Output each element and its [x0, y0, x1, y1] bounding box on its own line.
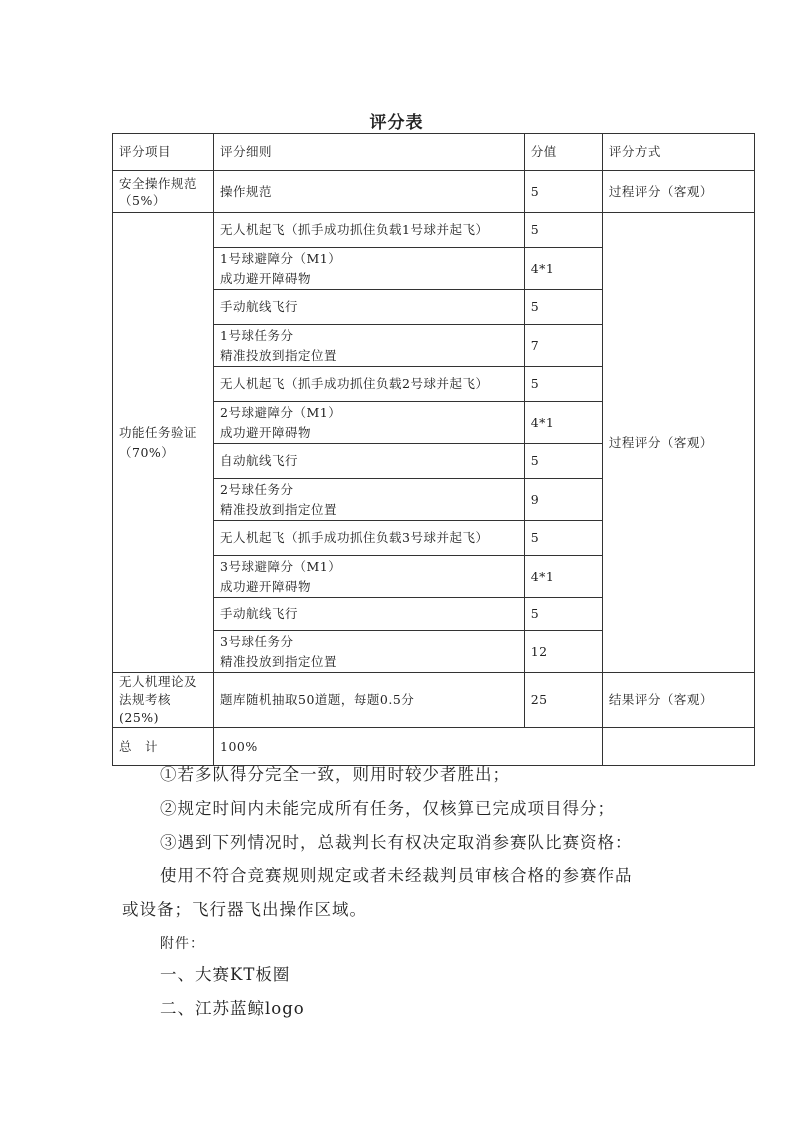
detail-text: 自动航线飞行 [220, 453, 299, 468]
detail-text: 无人机起飞（抓手成功抓住负载3号球并起飞） [220, 530, 489, 545]
table-row [113, 673, 755, 728]
header-detail: 评分细则 [214, 134, 525, 171]
table-total-row [113, 728, 755, 766]
theory-score: 25 [524, 673, 602, 728]
detail-text: 1号球避障分（M1） [220, 250, 342, 266]
function-detail-8 [214, 479, 525, 521]
function-detail-12 [214, 631, 525, 673]
theory-item-line1: 无人机理论及 [119, 674, 198, 689]
detail-subtext: 精准投放到指定位置 [220, 347, 338, 363]
detail-text: 手动航线飞行 [220, 299, 299, 314]
theory-detail: 题库随机抽取50道题，每题0.5分 [214, 673, 525, 728]
safety-item-line2: （5%） [119, 192, 166, 208]
function-score-12: 12 [524, 631, 602, 673]
safety-item [113, 171, 214, 213]
function-detail-3 [214, 290, 525, 325]
function-method: 过程评分（客观） [602, 213, 754, 673]
detail-text: 2号球避障分（M1） [220, 404, 342, 420]
table-row [113, 171, 755, 213]
theory-method: 结果评分（客观） [602, 673, 754, 728]
attachment-item-1: 一、大赛KT板圈 [160, 965, 291, 984]
function-detail-10 [214, 556, 525, 598]
detail-text: 无人机起飞（抓手成功抓住负载2号球并起飞） [220, 376, 489, 391]
function-detail-6 [214, 402, 525, 444]
total-empty [602, 728, 754, 766]
function-detail-7 [214, 444, 525, 479]
table-row [113, 213, 755, 248]
detail-subtext: 成功避开障碍物 [220, 578, 312, 594]
function-detail-1 [214, 213, 525, 248]
safety-item-line1: 安全操作规范 [119, 175, 198, 191]
function-score-3: 5 [524, 290, 602, 325]
note-3: ③遇到下列情况时，总裁判长有权决定取消参赛队比赛资格： [160, 833, 633, 852]
detail-text: 无人机起飞（抓手成功抓住负载1号球并起飞） [220, 222, 489, 237]
detail-subtext: 精准投放到指定位置 [220, 501, 338, 517]
detail-text: 2号球任务分 [220, 481, 294, 497]
function-detail-11 [214, 598, 525, 631]
detail-text: 3号球避障分（M1） [220, 558, 342, 574]
function-score-7: 5 [524, 444, 602, 479]
function-score-2: 4*1 [524, 248, 602, 290]
theory-item [113, 673, 214, 728]
function-score-11: 5 [524, 598, 602, 631]
total-label: 总 计 [113, 728, 214, 766]
safety-detail: 操作规范 [214, 171, 525, 213]
detail-subtext: 精准投放到指定位置 [220, 653, 338, 669]
function-detail-2 [214, 248, 525, 290]
note-4-line2: 或设备；飞行器飞出操作区域。 [122, 900, 367, 919]
function-score-9: 5 [524, 521, 602, 556]
attachments-label: 附件： [160, 936, 205, 952]
function-score-6: 4*1 [524, 402, 602, 444]
total-value: 100% [214, 728, 603, 766]
note-4-line1: 使用不符合竞赛规则规定或者未经裁判员审核合格的参赛作品 [160, 866, 633, 885]
function-detail-9 [214, 521, 525, 556]
header-item: 评分项目 [113, 134, 214, 171]
function-score-10: 4*1 [524, 556, 602, 598]
detail-text: 1号球任务分 [220, 327, 294, 343]
detail-subtext: 成功避开障碍物 [220, 424, 312, 440]
safety-method: 过程评分（客观） [602, 171, 754, 213]
detail-text: 3号球任务分 [220, 633, 294, 649]
function-score-5: 5 [524, 367, 602, 402]
function-item-line2: （70%） [119, 444, 175, 460]
page-title: 评分表 [369, 113, 424, 133]
table-header-row [113, 134, 755, 171]
header-method: 评分方式 [602, 134, 754, 171]
note-1: ①若多队得分完全一致，则用时较少者胜出； [160, 765, 510, 784]
function-score-4: 7 [524, 325, 602, 367]
function-item [113, 213, 214, 673]
note-2: ②规定时间内未能完成所有任务，仅核算已完成项目得分； [160, 799, 615, 818]
attachment-item-2: 二、江苏蓝鲸logo [160, 999, 305, 1018]
function-detail-4 [214, 325, 525, 367]
function-score-1: 5 [524, 213, 602, 248]
safety-score: 5 [524, 171, 602, 213]
detail-subtext: 成功避开障碍物 [220, 270, 312, 286]
function-item-line1: 功能任务验证 [119, 424, 198, 440]
function-score-8: 9 [524, 479, 602, 521]
function-detail-5 [214, 367, 525, 402]
score-table [112, 133, 755, 766]
header-score: 分值 [524, 134, 602, 171]
theory-item-line2: 法规考核(25%) [119, 692, 172, 725]
detail-text: 手动航线飞行 [220, 606, 299, 621]
